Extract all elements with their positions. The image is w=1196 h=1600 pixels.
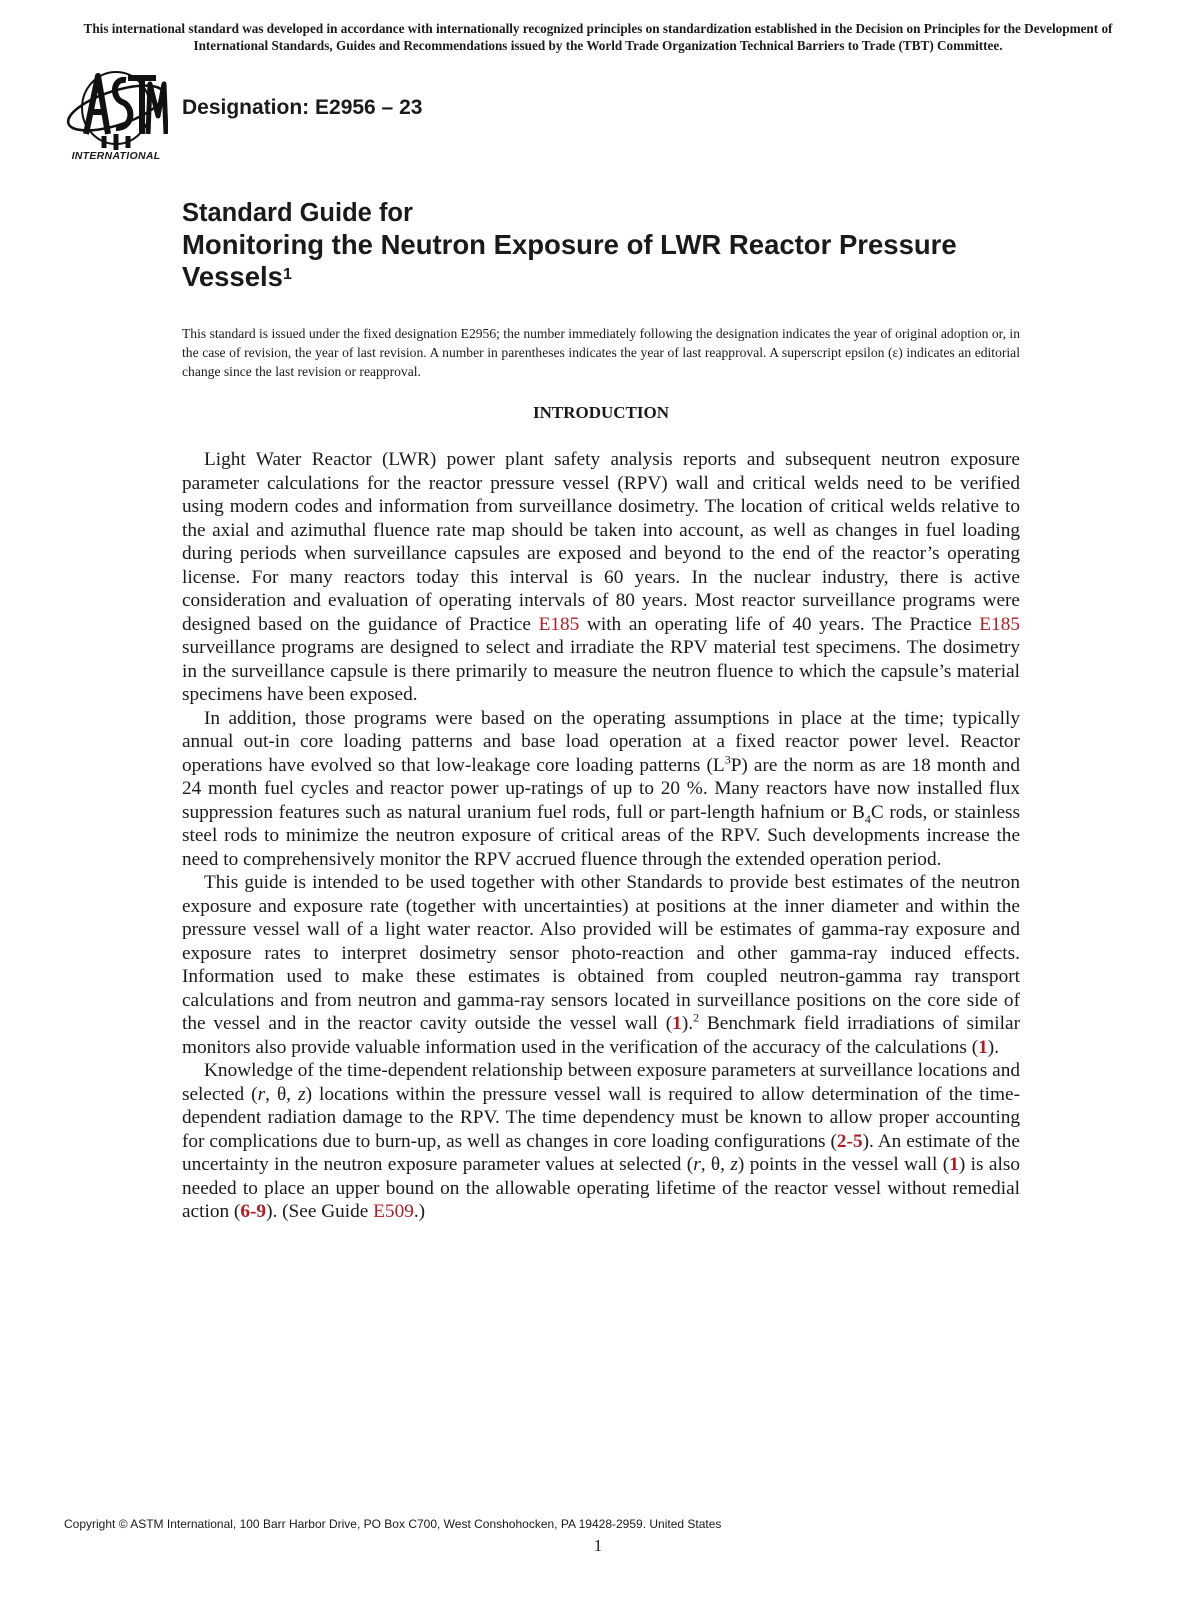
text-run: surveillance programs are designed to select and irradiate the RPV material test specimens. The dosimetry in the surveillance capsule is there primarily to measure the neutron fluence to which the capsule’s material specimens have been exposed.	[182, 637, 1020, 705]
astm-logo-icon	[64, 68, 168, 150]
designation: Designation: E2956 – 23	[182, 96, 423, 119]
logo-caption: INTERNATIONAL	[71, 150, 161, 162]
text-run: Knowledge of the time-dependent relationship between exposure parameters at surveillance locations and selected (	[182, 1060, 1020, 1105]
text-run: Benchmark field irradiations of similar monitors also provide valuable information used in the verification of the accuracy of the calculations (	[182, 1013, 1020, 1058]
title-main	[182, 229, 1062, 293]
wto-notice: This international standard was developed in accordance with internationally recognized principles on standardization established in the Decision on Principles for the Development of International Standards, Guides and Recommendations issued by the World Trade Organization Technical Barriers to Trade (TBT) Committee.	[83, 21, 1113, 53]
title-footnote-mark: 1	[282, 266, 292, 283]
text-run: ). An estimate of the uncertainty in the neutron exposure parameter values at selected (	[182, 1130, 1020, 1175]
footnote-mark-2: 2	[693, 1010, 700, 1025]
superscript: 3	[724, 752, 731, 767]
citation-link-6-9[interactable]: 6-9	[240, 1201, 267, 1222]
issuance-note: This standard is issued under the fixed designation E2956; the number immediately following the designation indicates the year of original adoption or, in the case of revision, the year of last revision. A number in parentheses indicates the year of last reapproval. A superscript epsilon (ε) indicates an editorial change since the last revision or reapproval.	[182, 326, 1020, 379]
text-run: This guide is intended to be used together with other Standards to provide best estimates of the neutron exposure and exposure rate (together with uncertainties) at positions at the inner diameter and within the pressure vessel wall of a light water reactor. Also provided will be estimates of gamma-ray exposure and exposure rates to interpret dosimetry sensor photo-reaction and other gamma-ray induced effects. Information used to make these estimates is obtained from coupled neutron-gamma ray transport calculations and from neutron and gamma-ray sensors located in surveillance positions on the core side of the vessel and in the reactor cavity outside the vessel wall (	[182, 872, 1020, 1034]
text-run: Light Water Reactor (LWR) power plant safety analysis reports and subsequent neutron exposure parameter calculations for the reactor pressure vessel (RPV) wall and critical welds need to be verified using modern codes and information from surveillance dosimetry. The location of critical welds relative to the axial and azimuthal fluence rate map should be taken into account, as well as changes in fuel loading during periods when surveillance capsules are exposed and beyond to the end of the reactor’s operating license. For many reactors today this interval is 60 years. In the nuclear industry, there is active consideration and evaluation of operating intervals of 80 years. Most reactor surveillance programs were designed based on the guidance of Practice	[182, 449, 1020, 635]
text-run: ). (See Guide	[266, 1201, 374, 1222]
introduction-heading: INTRODUCTION	[532, 403, 670, 422]
text-run: C rods, or stainless steel rods to minimize the neutron exposure of critical areas of the RPV. Such developments increase the need to comprehensively monitor the RPV accrued fluence through the extended operation period.	[182, 801, 1021, 870]
intro-paragraph-3	[182, 871, 1020, 1059]
title-main-text: Monitoring the Neutron Exposure of LWR Reactor Pressure Vessels	[182, 229, 957, 292]
italic-var: z	[298, 1083, 306, 1105]
ref-link-e185[interactable]: E185	[538, 613, 580, 635]
intro-paragraph-4	[182, 1059, 1020, 1224]
title-line-1: Standard Guide for	[182, 199, 413, 227]
text-run: In addition, those programs were based on the operating assumptions in place at the time; typically annual out-in core loading patterns and base load operation at a fixed reactor power level. Reactor operations have evolved so that low-leakage core loading patterns (L	[182, 707, 1020, 776]
italic-var: r	[257, 1083, 266, 1105]
ref-link-e185[interactable]: E185	[979, 613, 1020, 635]
text-run: ) locations within the pressure vessel wall is required to allow determination of the time-dependent radiation damage to the RPV. The time dependency must be known to allow proper accounting for complications due to burn-up, as well as changes in core loading configurations (	[182, 1083, 1020, 1152]
citation-link-2-5[interactable]: 2-5	[836, 1130, 863, 1152]
citation-link-1[interactable]: 1	[978, 1036, 988, 1058]
astm-logo	[64, 68, 168, 164]
text-run: ) is also needed to place an upper bound on the allowable operating lifetime of the reactor vessel without remedial action (	[182, 1154, 1020, 1222]
text-run: , θ,	[700, 1154, 731, 1175]
text-run: ) points in the vessel wall (	[737, 1154, 950, 1175]
text-run: P) are the norm as are 18 month and 24 month fuel cycles and reactor power up-ratings of up to 20 %. Many reactors have now installed flux suppression features such as natural uranium fuel rods, full or part-length hafnium or B	[182, 754, 1020, 823]
italic-var: z	[730, 1154, 738, 1175]
intro-paragraph-2	[182, 707, 1020, 872]
subscript: 4	[864, 811, 871, 826]
text-run: ).	[681, 1013, 694, 1034]
text-run: .)	[413, 1201, 426, 1222]
italic-var: r	[693, 1154, 701, 1175]
ref-link-e509[interactable]: E509	[373, 1201, 414, 1222]
citation-link-1[interactable]: 1	[672, 1013, 682, 1034]
text-run: ).	[987, 1036, 1000, 1058]
text-run: with an operating life of 40 years. The Practice	[579, 613, 980, 635]
introduction-body	[182, 448, 1020, 1224]
citation-link-1[interactable]: 1	[949, 1154, 959, 1175]
page-number: 1	[593, 1536, 603, 1555]
text-run: , θ,	[265, 1083, 299, 1105]
intro-paragraph-1	[182, 448, 1020, 707]
document-title	[182, 197, 1062, 293]
copyright-notice: Copyright © ASTM International, 100 Barr Harbor Drive, PO Box C700, West Conshohocken, PA 19428-2959. United States	[64, 1517, 722, 1531]
